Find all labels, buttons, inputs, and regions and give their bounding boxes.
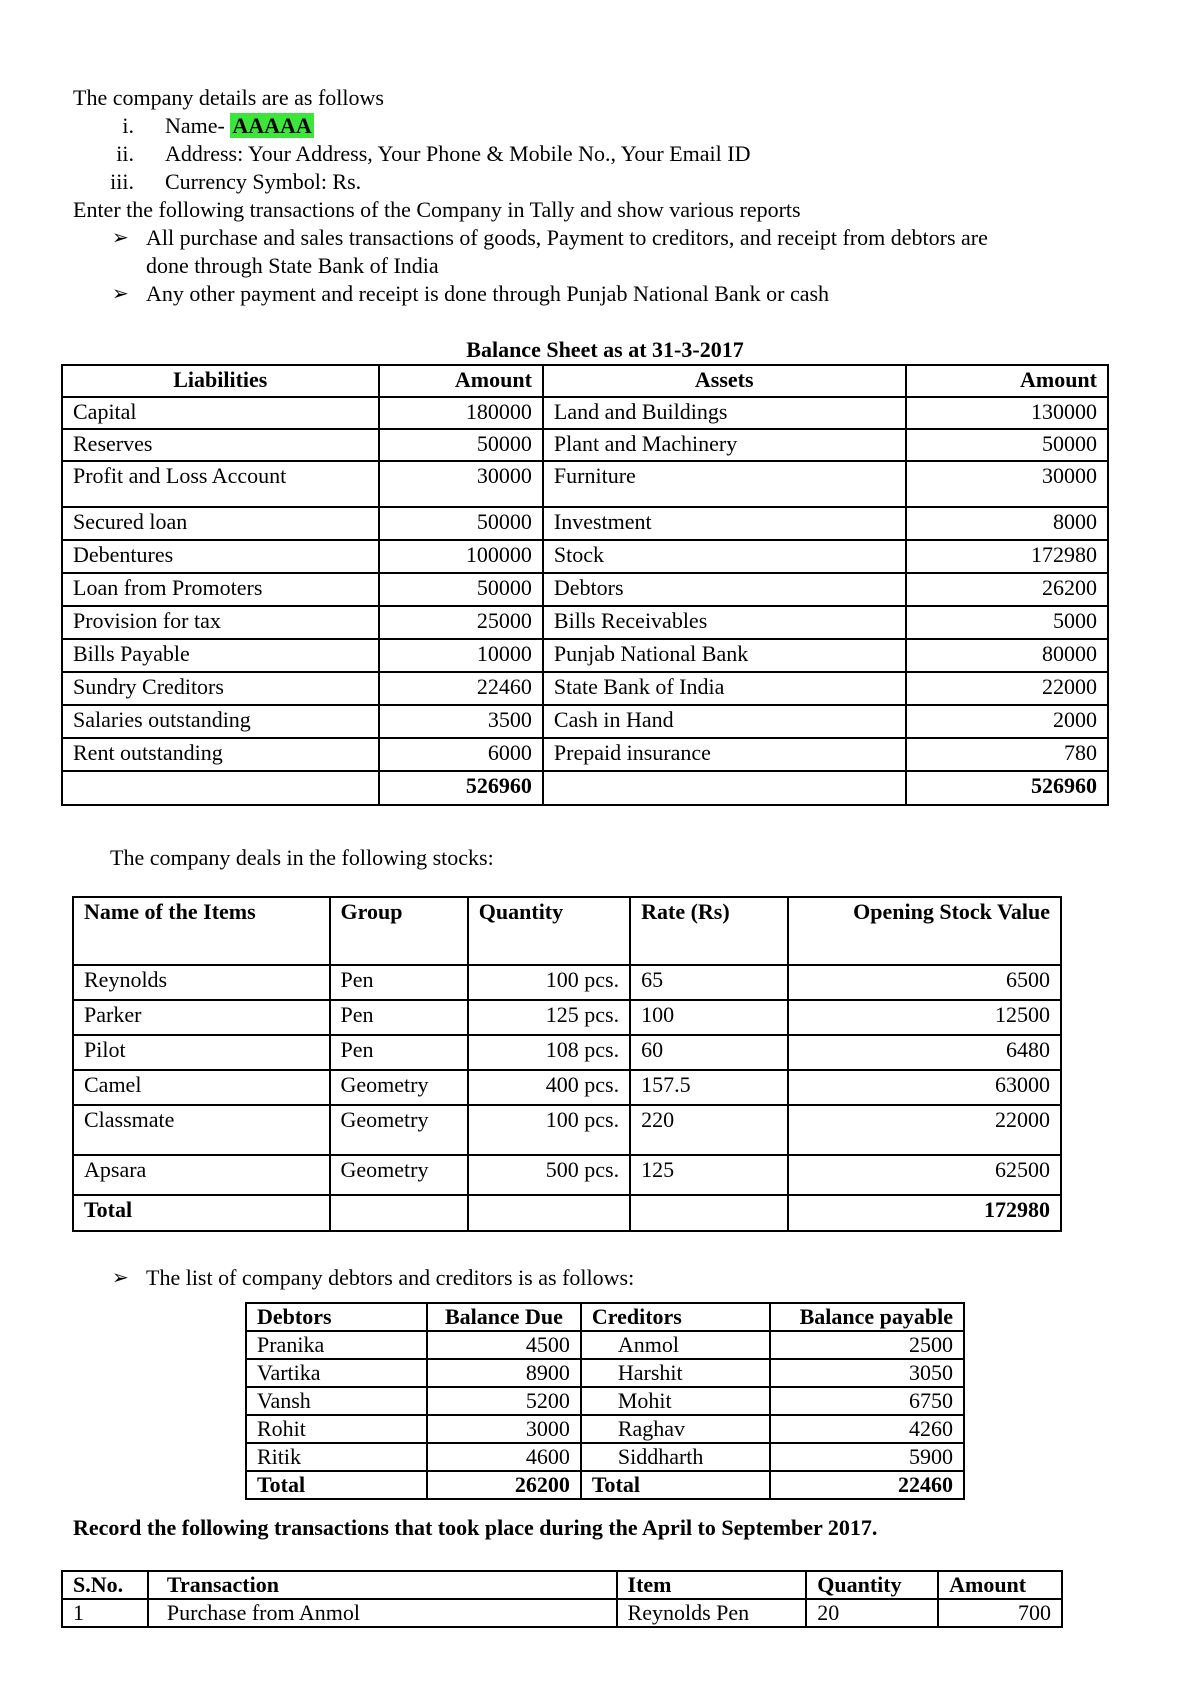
liability-name: Bills Payable: [62, 639, 379, 672]
asset-amount: 50000: [906, 429, 1108, 461]
stocks-intro: The company deals in the following stocks:: [110, 845, 494, 870]
debtor-balance: 5200: [427, 1387, 581, 1415]
bullet-text: All purchase and sales transactions of goods, Payment to creditors, and receipt from debtors are: [146, 225, 988, 250]
item-group: Geometry: [330, 1105, 468, 1155]
balance-sheet-title: Balance Sheet as at 31-3-2017: [466, 337, 744, 362]
column-header: S.No.: [62, 1571, 148, 1599]
parties-intro: The list of company debtors and creditors is as follows:: [146, 1265, 635, 1290]
empty-cell: [543, 771, 906, 805]
column-header: Item: [617, 1571, 807, 1599]
column-header: Amount: [938, 1571, 1062, 1599]
transaction-desc: Purchase from Anmol: [148, 1599, 617, 1627]
asset-name: Plant and Machinery: [543, 429, 906, 461]
company-name-highlight: AAAAA: [232, 113, 312, 138]
total-payable: 22460: [770, 1471, 964, 1499]
empty-cell: [330, 1195, 468, 1231]
asset-name: Bills Receivables: [543, 606, 906, 639]
debtor-balance: 4600: [427, 1443, 581, 1471]
table-row: [73, 1070, 1061, 1105]
company-name-line: [165, 112, 314, 140]
liability-name: Reserves: [62, 429, 379, 461]
column-header: Group: [330, 897, 468, 965]
asset-name: Investment: [543, 507, 906, 540]
table-header-row: [246, 1303, 964, 1331]
item-value: 22000: [788, 1105, 1061, 1155]
item-name: Pilot: [73, 1035, 330, 1070]
liability-amount: 6000: [379, 738, 543, 771]
debtors-creditors-table: [245, 1302, 965, 1500]
table-row: [246, 1387, 964, 1415]
liability-amount: 180000: [379, 397, 543, 429]
table-row: [73, 1035, 1061, 1070]
asset-name: Prepaid insurance: [543, 738, 906, 771]
item-quantity: 100 pcs.: [468, 1105, 630, 1155]
debtor-balance: 8900: [427, 1359, 581, 1387]
debtor-name: Vartika: [246, 1359, 427, 1387]
total-row: [73, 1195, 1061, 1231]
column-header: Rate (Rs): [630, 897, 788, 965]
table-row: [62, 639, 1108, 672]
item-quantity: 400 pcs.: [468, 1070, 630, 1105]
table-row: [62, 606, 1108, 639]
liability-name: Capital: [62, 397, 379, 429]
item-quantity: 125 pcs.: [468, 1000, 630, 1035]
creditor-name: Harshit: [581, 1359, 770, 1387]
name-label: Name-: [165, 113, 225, 138]
liability-amount: 25000: [379, 606, 543, 639]
creditor-balance: 6750: [770, 1387, 964, 1415]
table-row: [62, 705, 1108, 738]
empty-cell: [468, 1195, 630, 1231]
asset-amount: 130000: [906, 397, 1108, 429]
debtor-name: Vansh: [246, 1387, 427, 1415]
liability-name: Secured loan: [62, 507, 379, 540]
asset-name: Cash in Hand: [543, 705, 906, 738]
liability-name: Debentures: [62, 540, 379, 573]
column-header: Opening Stock Value: [788, 897, 1061, 965]
serial-number: 1: [62, 1599, 148, 1627]
table-row: [62, 540, 1108, 573]
liability-name: Sundry Creditors: [62, 672, 379, 705]
column-header: Quantity: [468, 897, 630, 965]
intro-heading: The company details are as follows: [73, 85, 384, 110]
arrow-bullet-icon: ➢: [112, 227, 129, 249]
item-group: Pen: [330, 1035, 468, 1070]
debtor-name: Ritik: [246, 1443, 427, 1471]
liability-amount: 30000: [379, 461, 543, 507]
item-name: Parker: [73, 1000, 330, 1035]
total-row: [246, 1471, 964, 1499]
column-header: Assets: [543, 365, 906, 397]
asset-amount: 2000: [906, 705, 1108, 738]
asset-amount: 26200: [906, 573, 1108, 606]
table-row: [73, 1000, 1061, 1035]
liability-amount: 50000: [379, 507, 543, 540]
item-value: 63000: [788, 1070, 1061, 1105]
total-liabilities: 526960: [379, 771, 543, 805]
liability-name: Provision for tax: [62, 606, 379, 639]
transaction-amount: 700: [938, 1599, 1062, 1627]
asset-name: Furniture: [543, 461, 906, 507]
creditor-balance: 2500: [770, 1331, 964, 1359]
creditor-balance: 3050: [770, 1359, 964, 1387]
item-rate: 220: [630, 1105, 788, 1155]
liability-amount: 50000: [379, 573, 543, 606]
asset-name: State Bank of India: [543, 672, 906, 705]
asset-amount: 5000: [906, 606, 1108, 639]
column-header: Name of the Items: [73, 897, 330, 965]
address-line: Address: Your Address, Your Phone & Mobile No., Your Email ID: [165, 141, 751, 166]
item-name: Camel: [73, 1070, 330, 1105]
transaction-quantity: 20: [806, 1599, 938, 1627]
total-label: Total: [246, 1471, 427, 1499]
item-quantity: 500 pcs.: [468, 1155, 630, 1195]
table-row: [246, 1359, 964, 1387]
liability-amount: 50000: [379, 429, 543, 461]
table-row: [62, 672, 1108, 705]
column-header: Debtors: [246, 1303, 427, 1331]
table-row: [73, 1105, 1061, 1155]
total-assets: 526960: [906, 771, 1108, 805]
empty-cell: [62, 771, 379, 805]
arrow-bullet-icon: ➢: [112, 283, 129, 305]
table-row: [62, 429, 1108, 461]
column-header: Amount: [906, 365, 1108, 397]
item-group: Geometry: [330, 1155, 468, 1195]
liability-amount: 100000: [379, 540, 543, 573]
item-value: 12500: [788, 1000, 1061, 1035]
table-header-row: [62, 365, 1108, 397]
debtor-name: Pranika: [246, 1331, 427, 1359]
table-row: [62, 573, 1108, 606]
asset-name: Stock: [543, 540, 906, 573]
table-row: [62, 1599, 1062, 1627]
empty-cell: [630, 1195, 788, 1231]
item-rate: 65: [630, 965, 788, 1000]
column-header: Transaction: [148, 1571, 617, 1599]
creditor-balance: 4260: [770, 1415, 964, 1443]
total-label: Total: [581, 1471, 770, 1499]
balance-sheet-table: [61, 364, 1109, 806]
liability-name: Salaries outstanding: [62, 705, 379, 738]
liability-amount: 10000: [379, 639, 543, 672]
item-quantity: 108 pcs.: [468, 1035, 630, 1070]
item-value: 6480: [788, 1035, 1061, 1070]
item-group: Pen: [330, 1000, 468, 1035]
currency-line: Currency Symbol: Rs.: [165, 169, 362, 194]
total-value: 172980: [788, 1195, 1061, 1231]
debtor-balance: 3000: [427, 1415, 581, 1443]
liability-name: Loan from Promoters: [62, 573, 379, 606]
column-header: Liabilities: [62, 365, 379, 397]
transactions-title: Record the following transactions that took place during the April to September 2017.: [73, 1515, 878, 1540]
transaction-item: Reynolds Pen: [617, 1599, 807, 1627]
asset-amount: 22000: [906, 672, 1108, 705]
table-header-row: [73, 897, 1061, 965]
liability-amount: 22460: [379, 672, 543, 705]
item-rate: 125: [630, 1155, 788, 1195]
table-row: [246, 1331, 964, 1359]
item-value: 62500: [788, 1155, 1061, 1195]
item-name: Reynolds: [73, 965, 330, 1000]
creditor-name: Siddharth: [581, 1443, 770, 1471]
asset-amount: 8000: [906, 507, 1108, 540]
creditor-name: Raghav: [581, 1415, 770, 1443]
table-row: [62, 461, 1108, 507]
item-group: Pen: [330, 965, 468, 1000]
bullet-text: Any other payment and receipt is done through Punjab National Bank or cash: [146, 281, 830, 306]
column-header: Amount: [379, 365, 543, 397]
table-row: [62, 397, 1108, 429]
table-row: [246, 1415, 964, 1443]
list-num: i.: [122, 113, 134, 138]
table-row: [62, 738, 1108, 771]
transactions-table: [61, 1570, 1063, 1628]
item-name: Apsara: [73, 1155, 330, 1195]
asset-amount: 172980: [906, 540, 1108, 573]
liability-amount: 3500: [379, 705, 543, 738]
creditor-name: Mohit: [581, 1387, 770, 1415]
item-rate: 100: [630, 1000, 788, 1035]
creditor-name: Anmol: [581, 1331, 770, 1359]
total-row: [62, 771, 1108, 805]
debtor-balance: 4500: [427, 1331, 581, 1359]
item-rate: 60: [630, 1035, 788, 1070]
list-num: iii.: [110, 169, 134, 194]
asset-name: Punjab National Bank: [543, 639, 906, 672]
stock-table: [72, 896, 1062, 1232]
asset-name: Debtors: [543, 573, 906, 606]
item-name: Classmate: [73, 1105, 330, 1155]
arrow-bullet-icon: ➢: [112, 1267, 129, 1289]
asset-amount: 30000: [906, 461, 1108, 507]
column-header: Balance Due: [427, 1303, 581, 1331]
liability-name: Profit and Loss Account: [62, 461, 379, 507]
item-group: Geometry: [330, 1070, 468, 1105]
total-due: 26200: [427, 1471, 581, 1499]
table-row: [73, 965, 1061, 1000]
asset-amount: 80000: [906, 639, 1108, 672]
list-num: ii.: [116, 141, 134, 166]
liability-name: Rent outstanding: [62, 738, 379, 771]
table-row: [62, 507, 1108, 540]
asset-amount: 780: [906, 738, 1108, 771]
table-header-row: [62, 1571, 1062, 1599]
total-label: Total: [73, 1195, 330, 1231]
item-rate: 157.5: [630, 1070, 788, 1105]
column-header: Creditors: [581, 1303, 770, 1331]
column-header: Balance payable: [770, 1303, 964, 1331]
bullet-text: done through State Bank of India: [146, 253, 439, 278]
creditor-balance: 5900: [770, 1443, 964, 1471]
instruction-text: Enter the following transactions of the Company in Tally and show various reports: [73, 197, 801, 222]
asset-name: Land and Buildings: [543, 397, 906, 429]
debtor-name: Rohit: [246, 1415, 427, 1443]
item-quantity: 100 pcs.: [468, 965, 630, 1000]
column-header: Quantity: [806, 1571, 938, 1599]
table-row: [73, 1155, 1061, 1195]
table-row: [246, 1443, 964, 1471]
item-value: 6500: [788, 965, 1061, 1000]
